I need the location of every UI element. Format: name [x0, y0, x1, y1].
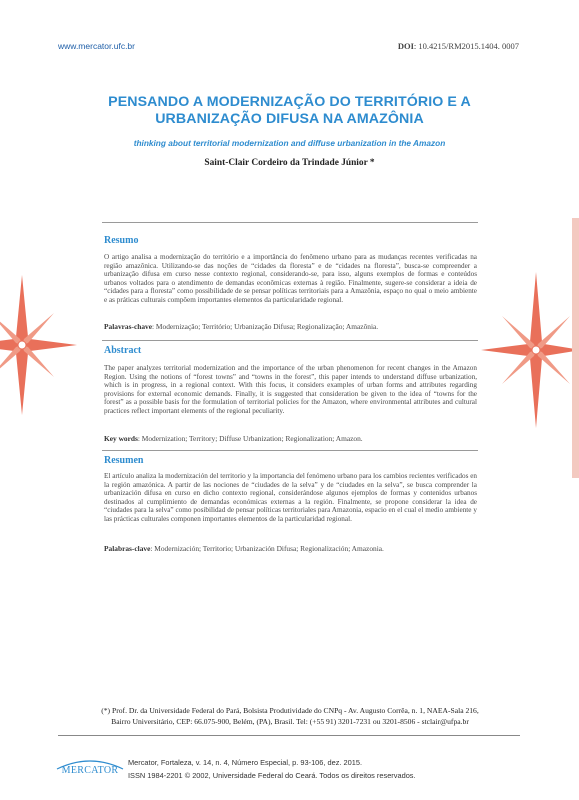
- compass-star-right-icon: [478, 265, 579, 435]
- doi-label: DOI: [397, 41, 414, 51]
- side-decoration: [572, 218, 579, 478]
- resumen-keywords: [104, 544, 477, 553]
- resumen-keywords-value: : Modernización; Territorio; Urbanización Difusa; Regionalización; Amazonia.: [150, 544, 384, 553]
- footer-divider: [58, 735, 520, 736]
- logo-text: MERCATOR: [61, 765, 119, 775]
- abstract-text: The paper analyzes territorial modernization and the importance of the urban phenomenon for recent changes in the Amazon Region. Using the notions of “forest towns” and “towns in the forest”, this paper intends to understand diffuse urbanization, which is in progress, in a regional context. With this focus, it considers examples of urban forms and attributes regarding provisions for external economic demands. Finally, it is suggested that consideration be given to the idea of “towns for the forest” as a possible basis for the formulation of territorial policies for the Amazon, where environmental attributes and cultural practices reflect important elements of the regional peculiarity.: [104, 364, 477, 415]
- abstract-keywords-value: : Modernization; Territory; Diffuse Urbanization; Regionalization; Amazon.: [137, 434, 363, 443]
- abstract-keywords: [104, 434, 477, 443]
- resumen-heading: Resumen: [104, 455, 144, 466]
- divider-resumo: [102, 222, 478, 223]
- title-line-1: PENSANDO A MODERNIZAÇÃO DO TERRITÓRIO E A: [108, 94, 471, 110]
- resumo-keywords: [104, 322, 477, 331]
- mercator-logo-icon: [55, 753, 125, 775]
- abstract-keywords-label: Key words: [104, 434, 138, 443]
- abstract-heading: Abstract: [104, 345, 142, 356]
- footer-citation: [128, 756, 416, 782]
- footnote-line-1: (*) Prof. Dr. da Universidade Federal do Pará, Bolsista Produtividade do CNPq - Av. Augusto Corrêa, n. 1, NAEA-Sala 216,: [101, 706, 479, 715]
- resumo-keywords-value: : Modernização; Território; Urbanização Difusa; Regionalização; Amazônia.: [152, 322, 379, 331]
- divider-abstract: [102, 340, 478, 341]
- doi: [398, 41, 519, 51]
- article-subtitle: thinking about territorial modernization and diffuse urbanization in the Amazon: [133, 138, 446, 148]
- resumen-keywords-label: Palabras-clave: [104, 544, 151, 553]
- footnote-line-2: Bairro Universitário, CEP: 66.075-900, Belém, (PA), Brasil. Tel: (+55 91) 3201-7231 ou 3201-8506 - stclair@ufpa.br: [111, 716, 469, 726]
- footer-line-2: ISSN 1984-2201 © 2002, Universidade Federal do Ceará. Todos os direitos reservados.: [128, 771, 416, 780]
- article-title: [60, 94, 519, 128]
- divider-resumen: [102, 450, 478, 451]
- title-line-2: URBANIZAÇÃO DIFUSA NA AMAZÔNIA: [155, 111, 424, 127]
- resumo-text: O artigo analisa a modernização do território e a importância do fenômeno urbano para as mudanças recentes verificadas na região amazônica. Utilizando-se das noções de “cidades da floresta” e de “cidades na floresta”, busca-se compreender a urbanização difusa em curso nesse contexto regional, considerando-se, para isso, alguns exemplos de formas e conteúdos urbanos voltados para o atendimento de demandas econômicas externas à região. Finalmente, sugere-se considerar a ideia de “cidades para a floresta” como possibilidade de se pensar políticas territoriais para a Amazônia, espaço no qual o meio ambiente e as práticas culturais compõem importantes elementos da particularidade regional.: [104, 253, 477, 304]
- footer-line-1: Mercator, Fortaleza, v. 14, n. 4, Número Especial, p. 93-106, dez. 2015.: [128, 758, 363, 767]
- compass-star-left-icon: [0, 270, 80, 420]
- resumen-text: El artículo analiza la modernización del territorio y la importancia del fenómeno urbano para los cambios recientes verificados en la región amazónica. A partir de las nociones de “ciudades de la selva” y de “ciudades en la selva”, se busca comprender la urbanización difusa en curso en dicho contexto regional, considerándose algunos ejemplos de formas y contenidos urbanos destinados al cumplimiento de demandas económicas externas a la región. Finalmente, se propone considerar la idea de “ciudades para la selva” como posibilidad de pensar políticas territoriales para Amazonia, espacio en el cual el medio ambiente y las prácticas culturales componen importantes elementos de la particularidad regional.: [104, 472, 477, 523]
- resumo-keywords-label: Palavras-chave: [104, 322, 153, 331]
- doi-value: : 10.4215/RM2015.1404. 0007: [413, 41, 519, 51]
- journal-url[interactable]: www.mercator.ufc.br: [58, 41, 135, 51]
- resumo-heading: Resumo: [104, 235, 139, 246]
- author-name: Saint-Clair Cordeiro da Trindade Júnior *: [204, 158, 375, 168]
- author-footnote: [60, 706, 520, 727]
